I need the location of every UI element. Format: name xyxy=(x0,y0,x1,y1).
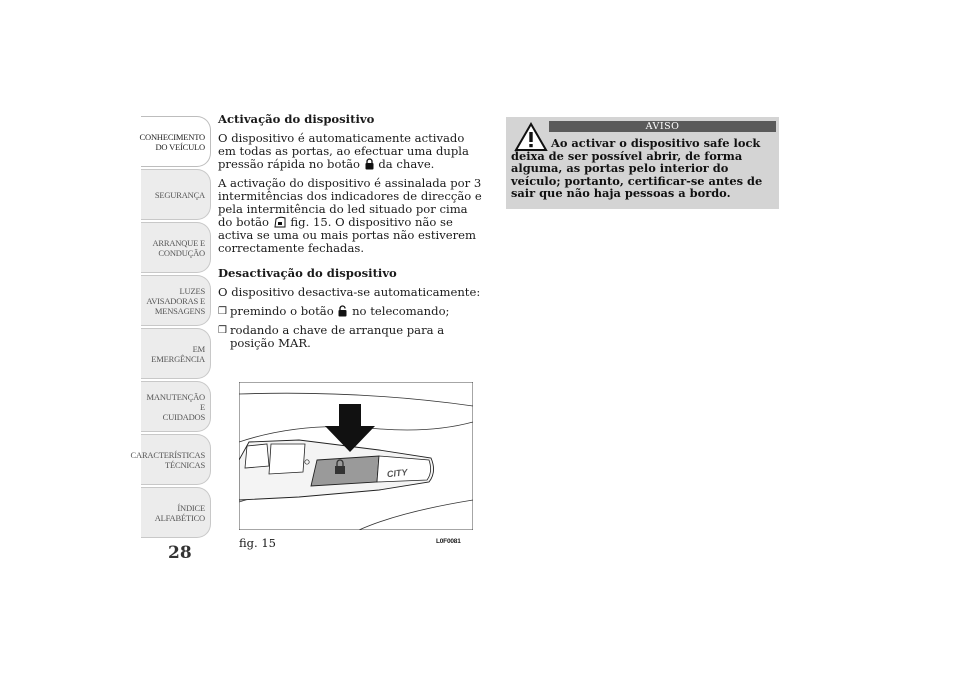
main-text-column xyxy=(218,113,482,356)
tab-arranque-e-conducao[interactable] xyxy=(141,222,211,273)
figure-door-lock-buttons xyxy=(239,382,473,530)
tab-indice-alfabetico[interactable] xyxy=(141,487,211,538)
tab-label: CARACTERÍSTICAS TÉCNICAS xyxy=(130,449,205,470)
tab-label: ÍNDICE ALFABÉTICO xyxy=(154,502,205,523)
door-lock-icon xyxy=(274,216,286,228)
text: fig. 15. O dispositivo não se activa se uma ou mais portas não estiverem correctamente fechadas. xyxy=(218,215,477,255)
tab-seguranca[interactable] xyxy=(141,169,211,220)
text: no telecomando; xyxy=(352,304,450,318)
tab-label: MANUTENÇÃO E CUIDADOS xyxy=(146,391,205,422)
tab-conhecimento-do-veiculo[interactable] xyxy=(141,116,211,167)
padlock-closed-icon xyxy=(365,158,374,170)
tab-label: SEGURANÇA xyxy=(154,189,205,200)
paragraph xyxy=(218,132,482,171)
figure-code: L0F0081 xyxy=(436,538,461,545)
tab-label: CONHECIMENTO DO VEÍCULO xyxy=(139,131,205,152)
bullet-box: ❒ xyxy=(218,325,227,336)
tab-caracteristicas-tecnicas[interactable] xyxy=(130,434,211,485)
page-number: 28 xyxy=(168,543,192,563)
text: da chave. xyxy=(378,157,435,171)
warning-text: Ao activar o dispositivo safe lock deixa de ser possível abrir, de forma alguma, as portas pelo interior do veículo; portanto, certificar-se antes de sair que não haja pessoas a bordo. xyxy=(511,136,763,200)
warning-title: AVISO xyxy=(549,121,776,132)
tab-manutencao[interactable] xyxy=(141,381,211,432)
list-item xyxy=(218,305,482,318)
tab-label: EM EMERGÊNCIA xyxy=(151,343,205,364)
tab-em-emergencia[interactable] xyxy=(141,328,211,379)
padlock-open-icon xyxy=(338,305,347,317)
section-heading-activation: Activação do dispositivo xyxy=(218,112,375,126)
text: rodando a chave de arranque para a posição MAR. xyxy=(230,323,445,350)
paragraph xyxy=(218,177,482,255)
tab-luzes-avisadoras[interactable] xyxy=(141,275,211,326)
figure-caption: fig. 15 xyxy=(239,536,276,550)
text: A activação do dispositivo é assinalada por 3 intermitências dos indicadores de direcção e pela intermitência do led situado por cima do botão xyxy=(218,176,482,229)
tab-label: ARRANQUE E CONDUÇÃO xyxy=(152,237,205,258)
bullet-box: ❒ xyxy=(218,306,227,317)
text: premindo o botão xyxy=(230,304,334,318)
city-button-label: CITY xyxy=(386,467,408,480)
warning-box xyxy=(506,117,779,209)
section-heading-deactivation: Desactivação do dispositivo xyxy=(218,266,397,280)
list-item xyxy=(218,324,482,350)
text: O dispositivo é automaticamente activado em todas as portas, ao efectuar uma dupla pressão rápida no botão xyxy=(218,131,469,171)
paragraph: O dispositivo desactiva-se automaticamente: xyxy=(218,285,481,299)
tab-label: LUZES AVISADORAS E MENSAGENS xyxy=(146,285,205,316)
chapter-tabs xyxy=(130,116,211,540)
